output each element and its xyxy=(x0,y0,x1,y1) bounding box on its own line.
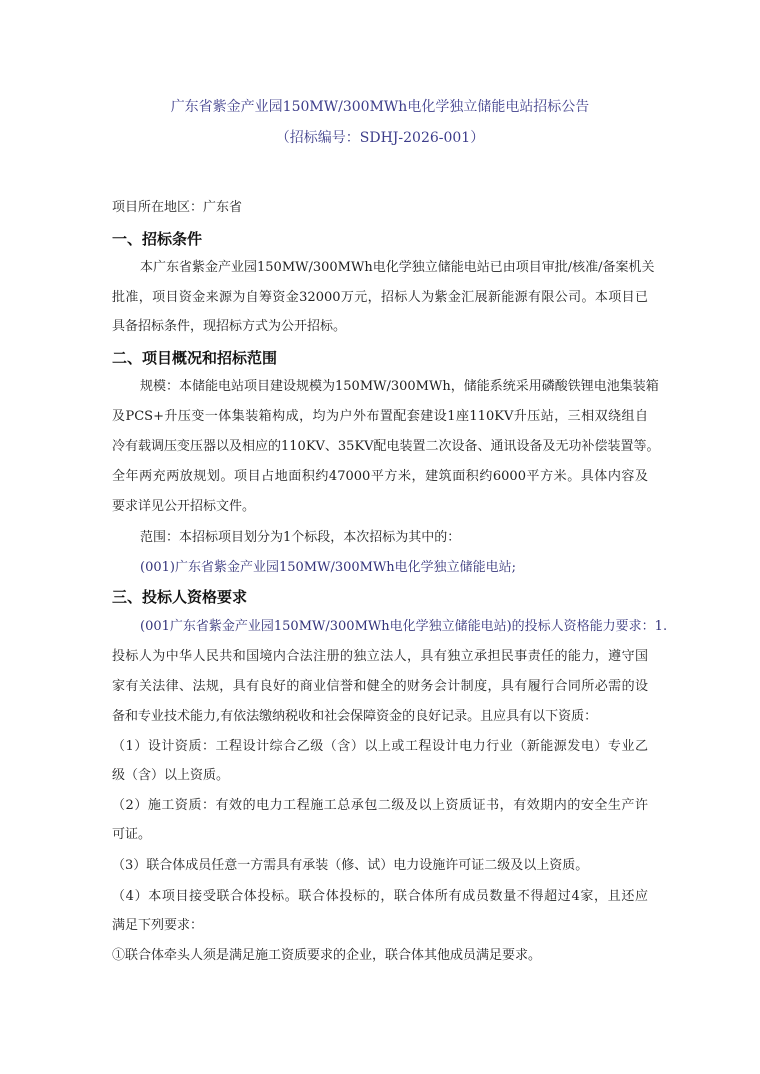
paragraph-line xyxy=(112,678,648,696)
paragraph-line xyxy=(112,289,648,307)
paragraph-line-text: （2）施工资质：有效的电力工程施工总承包二级及以上资质证书，有效期内的安全生产许 xyxy=(112,798,648,813)
paragraph-line: 范围：本招标项目划分为1个标段，本次招标为其中的： xyxy=(140,530,461,545)
paragraph-line: 可证。 xyxy=(112,827,152,842)
paragraph-line-text: 家有关法律、法规，具有良好的商业信誉和健全的财务会计制度，具有履行合同所必需的设 xyxy=(112,679,648,694)
paragraph-line: 满足下列要求： xyxy=(112,918,204,933)
paragraph-line xyxy=(112,648,648,666)
paragraph-line: （3）联合体成员任意一方需具有承装（修、试）电力设施许可证二级及以上资质。 xyxy=(112,858,589,873)
paragraph-line: 级（含）以上资质。 xyxy=(112,768,230,783)
paragraph-line: 规模：本储能电站项目建设规模为150MW/300MWh，储能系统采用磷酸铁锂电池集装箱 xyxy=(140,379,659,394)
paragraph-line: (001)广东省紫金产业园150MW/300MWh电化学独立储能电站; xyxy=(140,560,517,575)
paragraph-line xyxy=(112,408,648,426)
paragraph-line-text: （1）设计资质：工程设计综合乙级（含）以上或工程设计电力行业（新能源发电）专业乙 xyxy=(112,739,648,754)
paragraph-line-text: （4）本项目接受联合体投标。联合体投标的，联合体所有成员数量不得超过4家，且还应 xyxy=(112,889,648,904)
paragraph-line-text: 批准，项目资金来源为自筹资金32000万元，招标人为紫金汇展新能源有限公司。本项目已 xyxy=(112,290,648,305)
paragraph-line: (001广东省紫金产业园150MW/300MWh电化学独立储能电站)的投标人资格能力要求：1. xyxy=(140,619,668,634)
section-heading-project-overview: 二、项目概况和招标范围 xyxy=(112,349,278,367)
tender-number: （招标编号：SDHJ-2026-001） xyxy=(275,130,485,146)
paragraph-line-text: 冷有载调压变压器以及相应的110KV、35KV配电装置二次设备、通讯设备及无功补偿装置等。 xyxy=(112,439,660,454)
section-heading-tender-conditions: 一、招标条件 xyxy=(112,230,203,248)
paragraph-line-text: 及PCS+升压变一体集装箱构成，均为户外布置配套建设1座110KV升压站，三相双绕组自 xyxy=(112,409,648,424)
section-heading-bidder-qualifications: 三、投标人资格要求 xyxy=(112,588,248,606)
paragraph-line xyxy=(112,738,648,756)
paragraph-line xyxy=(112,797,648,815)
project-location: 项目所在地区：广东省 xyxy=(112,200,243,215)
paragraph-line: 具备招标条件，现招标方式为公开招标。 xyxy=(112,319,347,334)
document-title: 广东省紫金产业园150MW/300MWh电化学独立储能电站招标公告 xyxy=(170,99,590,115)
paragraph-line: ①联合体牵头人须是满足施工资质要求的企业，联合体其他成员满足要求。 xyxy=(112,948,542,963)
paragraph-line: 要求详见公开招标文件。 xyxy=(112,499,256,514)
paragraph-line xyxy=(112,888,648,906)
paragraph-line-text: 全年两充两放规划。项目占地面积约47000平方米，建筑面积约6000平方米。具体内容及 xyxy=(112,469,648,484)
paragraph-line: 备和专业技术能力,有依法缴纳税收和社会保障资金的良好记录。且应具有以下资质： xyxy=(112,709,598,724)
paragraph-line xyxy=(112,438,660,456)
paragraph-line xyxy=(112,468,648,486)
paragraph-line-text: 投标人为中华人民共和国境内合法注册的独立法人，具有独立承担民事责任的能力，遵守国 xyxy=(112,649,648,664)
paragraph-line: 本广东省紫金产业园150MW/300MWh电化学独立储能电站已由项目审批/核准/备案机关 xyxy=(140,260,655,275)
